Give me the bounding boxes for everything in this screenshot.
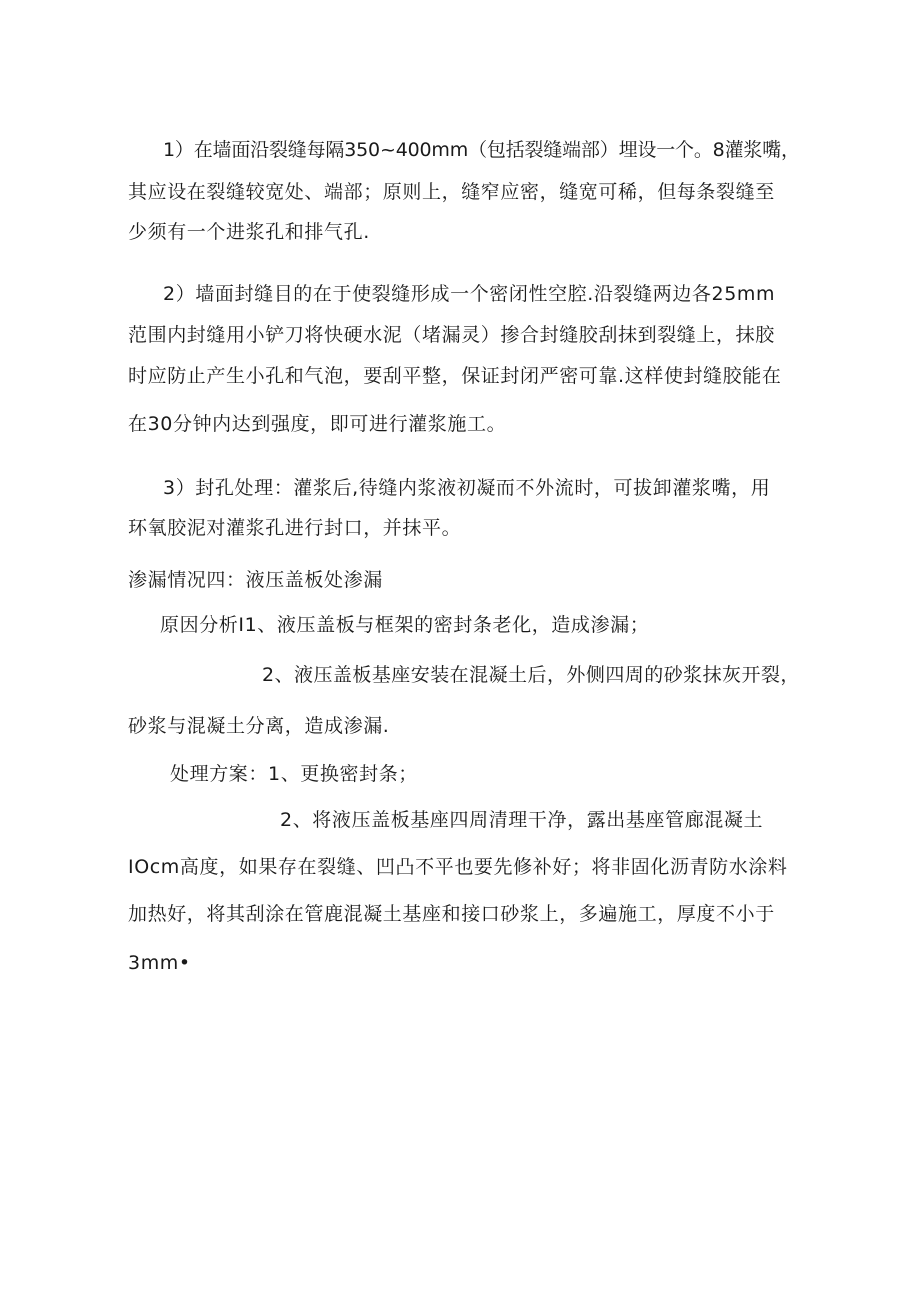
cause-line-2: 2、液压盖板基座安装在混凝土后，外侧四周的砂浆抹灰开裂，: [262, 664, 800, 686]
solution-line-4: 加热好，将其刮涂在管鹿混凝土基座和接口砂浆上，多遍施工，厚度不小于: [128, 903, 775, 925]
solution-line-2: 2、将液压盖板基座四周清理干净，露出基座管廊混凝土: [280, 809, 764, 831]
solution-line-3: IOcm高度，如果存在裂缝、凹凸不平也要先修补好；将非固化沥青防水涂料: [128, 856, 788, 878]
paragraph-1-line-3: 少须有一个进浆孔和排气孔.: [128, 221, 370, 243]
solution-line-5: 3mm•: [128, 952, 191, 974]
paragraph-1-line-1: 1）在墙面沿裂缝每隔350~400mm（包括裂缝端部）埋设一个。8灌浆嘴，: [163, 139, 800, 161]
paragraph-2-line-1: 2）墙面封缝目的在于使裂缝形成一个密闭性空腔.沿裂缝两边各25mm: [163, 283, 776, 305]
paragraph-1-line-2: 其应设在裂缝较宽处、端部；原则上，缝窄应密，缝宽可稀，但每条裂缝至: [128, 181, 775, 203]
paragraph-2-line-2: 范围内封缝用小铲刀将快硬水泥（堵漏灵）掺合封缝胶刮抹到裂缝上，抹胶: [128, 324, 775, 346]
paragraph-2-line-3: 时应防止产生小孔和气泡，要刮平整，保证封闭严密可靠.这样使封缝胶能在: [128, 365, 782, 387]
solution-line-1: 处理方案：1、更换密封条；: [170, 763, 418, 785]
section-heading: 渗漏情况四：液压盖板处渗漏: [128, 569, 383, 591]
paragraph-2-line-4: 在30分钟内达到强度，即可进行灌浆施工。: [128, 413, 507, 435]
paragraph-3-line-1: 3）封孔处理：灌浆后,待缝内浆液初凝而不外流时，可拔卸灌浆嘴，用: [163, 477, 771, 499]
cause-line-3: 砂浆与混凝土分离，造成渗漏.: [128, 715, 390, 737]
paragraph-3-line-2: 环氧胶泥对灌浆孔进行封口，并抹平。: [128, 517, 462, 539]
cause-line-1: 原因分析I1、液压盖板与框架的密封条老化，造成渗漏；: [160, 614, 650, 636]
